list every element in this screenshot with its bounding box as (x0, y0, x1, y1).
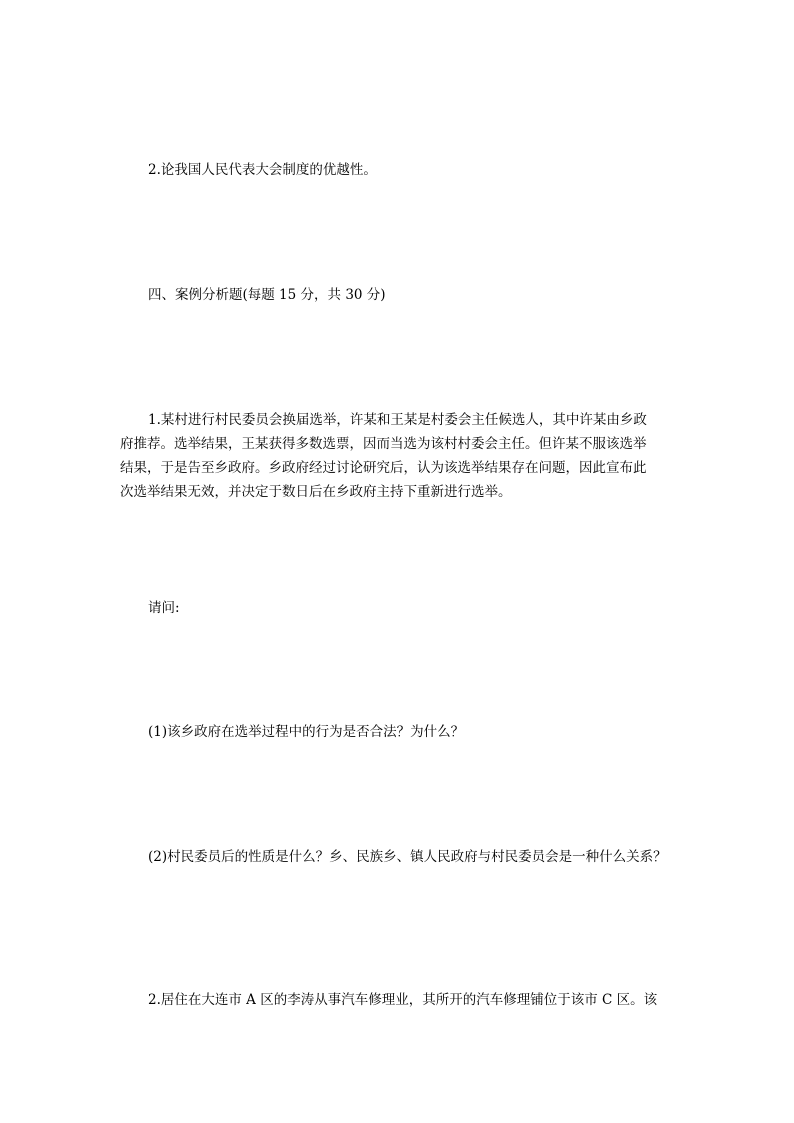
case-1-paragraph (120, 408, 647, 504)
case-1-line: 1.某村进行村民委员会换届选举，许某和王某是村委会主任候选人，其中许某由乡政 (148, 412, 647, 428)
essay-question-2: 2.论我国人民代表大会制度的优越性。 (148, 162, 377, 178)
case-1-line: 次选举结果无效，并决定于数日后在乡政府主持下重新进行选举。 (120, 484, 512, 500)
case-1-line: 结果，于是告至乡政府。乡政府经过讨论研究后，认为该选举结果存在问题，因此宣布此 (120, 460, 647, 476)
case-2-first-line: 2.居住在大连市 A 区的李涛从事汽车修理业，其所开的汽车修理铺位于该市 C 区。该 (148, 992, 658, 1008)
case-1-ask-label: 请问: (148, 600, 180, 616)
case-1-line: 府推荐。选举结果，王某获得多数选票，因而当选为该村村委会主任。但许某不服该选举 (120, 436, 647, 452)
case-1-subquestion-1: (1)该乡政府在选举过程中的行为是否合法？为什么？ (148, 724, 465, 740)
section-heading-case-analysis: 四、案例分析题(每题 15 分，共 30 分) (148, 287, 386, 303)
case-1-subquestion-2: (2)村民委员后的性质是什么？乡、民族乡、镇人民政府与村民委员会是一种什么关系？ (148, 849, 667, 865)
